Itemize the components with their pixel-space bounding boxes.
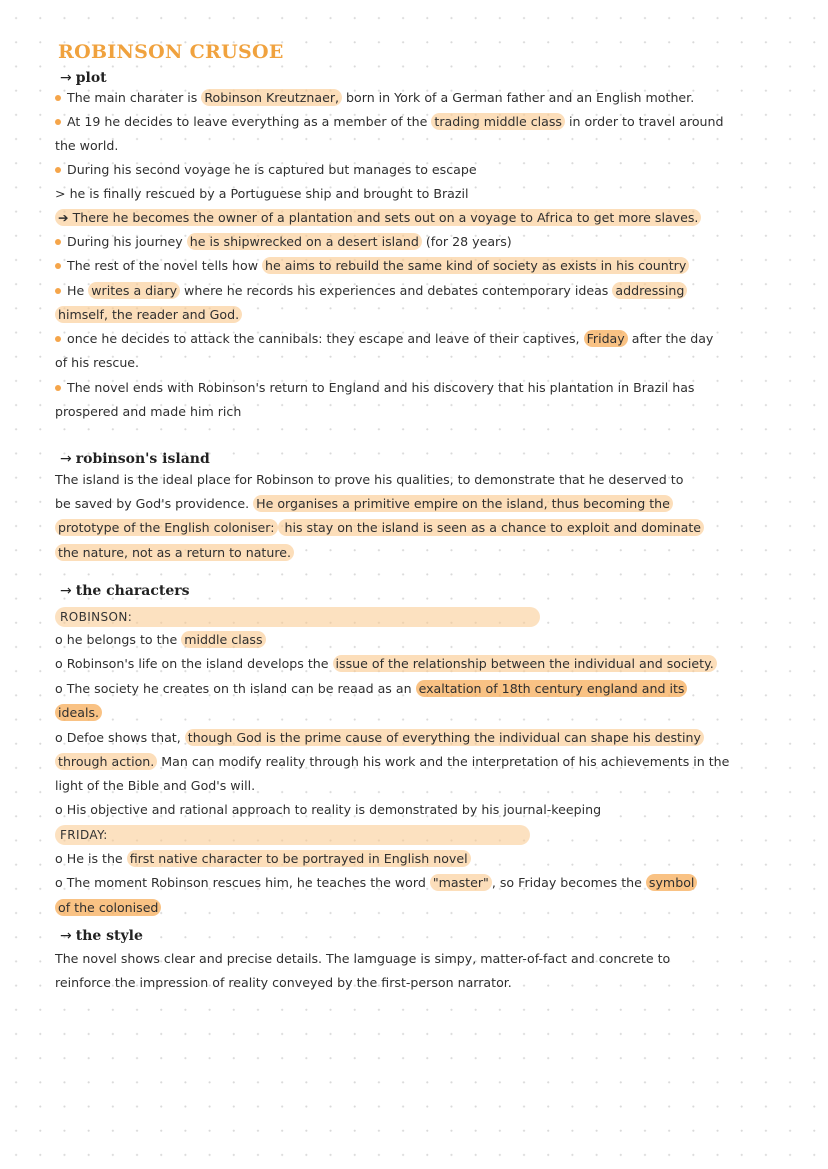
style-line-2: reinforce the impression of reality conveyed by the first-person narrator. bbox=[55, 975, 512, 990]
robinson-line-3: o The society he creates on th island can be reaad as an exaltation of 18th century england and its bbox=[55, 677, 795, 701]
bullet-dot-icon bbox=[55, 385, 61, 391]
bullet-dot-icon bbox=[55, 263, 61, 269]
heading-the-characters: → the characters bbox=[60, 583, 190, 599]
circle-bullet-icon: o bbox=[55, 681, 63, 696]
island-line-3: prototype of the English coloniser: his stay on the island is seen as a chance to exploit and dominate bbox=[55, 516, 795, 540]
robinson-line-2: o Robinson's life on the island develops the issue of the relationship between the individual and society. bbox=[55, 652, 795, 676]
heading-plot: → plot bbox=[60, 70, 107, 86]
plot-line-4: During his second voyage he is captured but manages to escape bbox=[55, 158, 795, 182]
friday-line-2: o The moment Robinson rescues him, he teaches the word "master" , so Friday becomes the symbol bbox=[55, 871, 795, 895]
arrow-right-icon: ➔ bbox=[58, 210, 69, 225]
robinson-line-8: o His objective and rational approach to reality is demonstrated by his journal-keeping bbox=[55, 798, 795, 822]
greater-than-icon: > bbox=[55, 186, 66, 201]
robinson-line-5: o Defoe shows that, though God is the prime cause of everything the individual can shape his destiny bbox=[55, 726, 795, 750]
plot-line-10: himself, the reader and God. bbox=[55, 303, 795, 327]
plot-line-9: He writes a diary where he records his experiences and debates contemporary ideas addressing bbox=[55, 279, 795, 303]
robinson-line-1: o he belongs to the middle class bbox=[55, 628, 795, 652]
page-title: ROBINSON CRUSOE bbox=[58, 41, 284, 63]
heading-the-style: → the style bbox=[60, 928, 143, 944]
island-line-4: the nature, not as a return to nature. bbox=[55, 541, 795, 565]
bullet-dot-icon bbox=[55, 119, 61, 125]
label-friday: FRIDAY: bbox=[55, 825, 530, 845]
arrow-icon: → bbox=[60, 70, 72, 86]
plot-line-5: > he is finally rescued by a Portuguese ship and brought to Brazil bbox=[55, 182, 795, 206]
circle-bullet-icon: o bbox=[55, 632, 63, 647]
bullet-dot-icon bbox=[55, 288, 61, 294]
plot-line-8: The rest of the novel tells how he aims to rebuild the same kind of society as exists in his country bbox=[55, 254, 795, 278]
friday-line-1: o He is the first native character to be portrayed in English novel bbox=[55, 847, 795, 871]
robinson-line-4: ideals. bbox=[55, 701, 795, 725]
arrow-icon: → bbox=[60, 451, 72, 467]
label-robinson: ROBINSON: bbox=[55, 607, 540, 627]
robinson-line-7: light of the Bible and God's will. bbox=[55, 778, 256, 793]
plot-line-6: ➔ There he becomes the owner of a plantation and sets out on a voyage to Africa to get more slaves. bbox=[55, 206, 795, 230]
circle-bullet-icon: o bbox=[55, 875, 63, 890]
plot-line-1: The main charater is Robinson Kreutznaer, born in York of a German father and an English mother. bbox=[55, 86, 795, 110]
style-line-1: The novel shows clear and precise details. The lamguage is simpy, matter-of-fact and concrete to bbox=[55, 951, 671, 966]
plot-line-7: During his journey he is shipwrecked on a desert island (for 28 years) bbox=[55, 230, 795, 254]
island-line-1: The island is the ideal place for Robinson to prove his qualities, to demonstrate that he deserved to bbox=[55, 472, 684, 487]
circle-bullet-icon: o bbox=[55, 802, 63, 817]
plot-line-14: prospered and made him rich bbox=[55, 404, 242, 419]
plot-line-11: once he decides to attack the cannibals: they escape and leave of their captives, Friday after the day bbox=[55, 327, 795, 351]
arrow-icon: → bbox=[60, 583, 72, 599]
heading-robinsons-island: → robinson's island bbox=[60, 451, 210, 467]
friday-line-3: of the colonised bbox=[55, 896, 795, 920]
plot-line-2: At 19 he decides to leave everything as a member of the trading middle class in order to travel around bbox=[55, 110, 795, 134]
bullet-dot-icon bbox=[55, 167, 61, 173]
robinson-line-6: through action. Man can modify reality through his work and the interpretation of his achievements in the bbox=[55, 750, 795, 774]
bullet-dot-icon bbox=[55, 239, 61, 245]
island-line-2: be saved by God's providence. He organises a primitive empire on the island, thus becoming the bbox=[55, 492, 795, 516]
circle-bullet-icon: o bbox=[55, 851, 63, 866]
circle-bullet-icon: o bbox=[55, 656, 63, 671]
bullet-dot-icon bbox=[55, 95, 61, 101]
plot-line-12: of his rescue. bbox=[55, 355, 140, 370]
bullet-dot-icon bbox=[55, 336, 61, 342]
plot-line-3: the world. bbox=[55, 138, 119, 153]
arrow-icon: → bbox=[60, 928, 72, 944]
circle-bullet-icon: o bbox=[55, 730, 63, 745]
plot-line-13: The novel ends with Robinson's return to England and his discovery that his plantation in Brazil has bbox=[55, 376, 795, 400]
